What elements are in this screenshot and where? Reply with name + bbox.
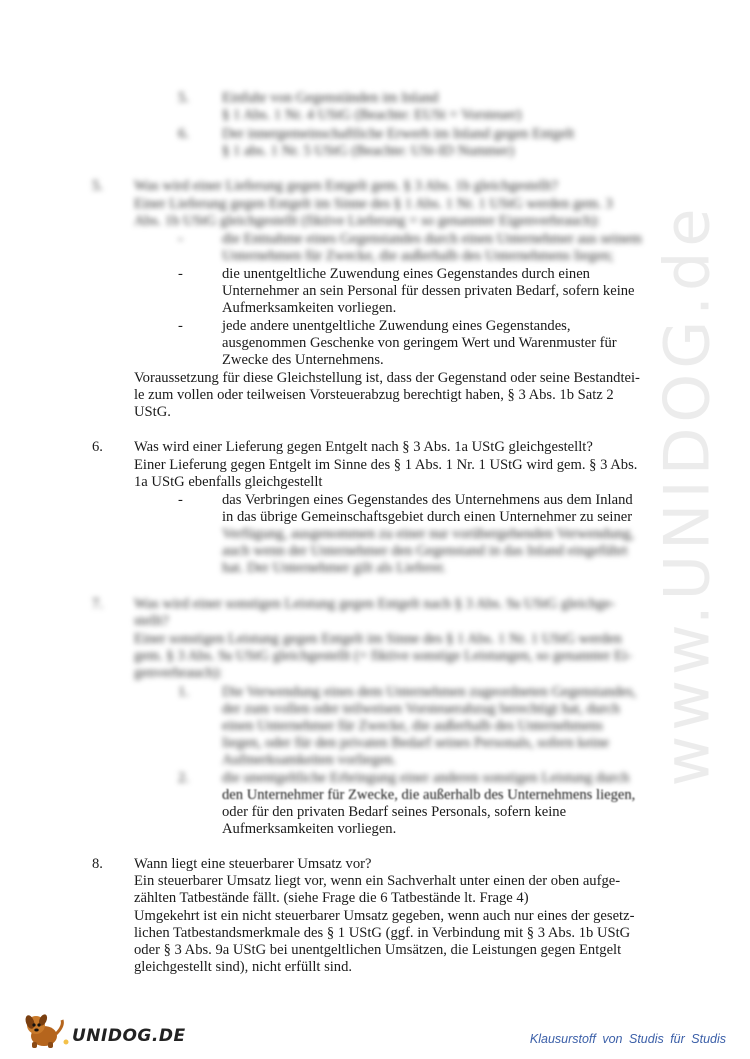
text-line: zählten Tatbestände fällt. (siehe Frage die 6 Tatbestände lt. Frage 4) <box>134 890 529 906</box>
bullet-dash: - <box>178 231 183 247</box>
question-number: 5. <box>92 178 103 194</box>
text-line: das Verbringen eines Gegenstandes des Unternehmens aus dem Inland <box>222 492 633 508</box>
question-number: 6. <box>92 439 103 455</box>
bullet-dash: - <box>178 266 183 282</box>
text-line: die unentgeltliche Erbringung einer anderen sonstigen Leistung durch <box>222 770 630 786</box>
logo-text: UNIDOG.DE <box>72 1026 186 1046</box>
text-line: lichen Tatbestandsmerkmale des § 1 UStG (ggf. in Verbindung mit § 3 Abs. 1b UStG <box>134 925 631 941</box>
text-line: Voraussetzung für diese Gleichstellung ist, dass der Gegenstand oder seine Bestandtei- <box>134 370 640 386</box>
question-number: 7. <box>92 596 103 612</box>
text-line: oder § 3 Abs. 9a UStG bei unentgeltlichen Umsätzen, die Leistungen gegen Entgelt <box>134 942 622 958</box>
item-number: 1. <box>178 684 189 700</box>
question-text: Was wird einer sonstigen Leistung gegen Entgelt nach § 3 Abs. 9a UStG gleichge- <box>134 596 616 612</box>
bullet-dash: - <box>178 318 183 334</box>
text-line: Der innergemeinschaftliche Erwerb im Inland gegen Entgelt <box>222 126 575 142</box>
text-line: Die Verwendung eines dem Unternehmen zugeordneten Gegenstandes, <box>222 684 637 700</box>
text-line: Einer Lieferung gegen Entgelt im Sinne des § 1 Abs. 1 Nr. 1 UStG werden gem. 3 <box>134 196 613 212</box>
item-number: 6. <box>178 126 189 142</box>
question-text: Was wird einer Lieferung gegen Entgelt nach § 3 Abs. 1a UStG gleichgestellt? <box>134 439 593 455</box>
text-line: Abs. 1b UStG gleichgestellt (fiktive Lieferung = so genannter Eigenverbrauch): <box>134 213 601 229</box>
text-line: den Unternehmer für Zwecke, die außerhalb des Unternehmens liegen, <box>222 787 636 803</box>
question-text: Was wird einer Lieferung gegen Entgelt gem. § 3 Abs. 1b gleichgestellt? <box>134 178 558 194</box>
text-line: § 1 Abs. 1 Nr. 4 UStG (Beachte: EUSt = Vorsteuer) <box>222 107 522 123</box>
text-line: Aufmerksamkeiten vorliegen. <box>222 300 397 316</box>
text-line: jede andere unentgeltliche Zuwendung eines Gegenstandes, <box>222 318 571 334</box>
dog-icon <box>22 1012 70 1050</box>
text-line: Zwecke des Unternehmens. <box>222 352 384 368</box>
bullet-dash: - <box>178 492 183 508</box>
text-line: Unternehmer an sein Personal für dessen privaten Bedarf, sofern keine <box>222 283 635 299</box>
question-text: stellt? <box>134 613 169 629</box>
text-line: die unentgeltliche Zuwendung eines Gegenstandes durch einen <box>222 266 590 282</box>
text-line: UStG. <box>134 404 171 420</box>
text-line: Unternehmen für Zwecke, die außerhalb des Unternehmens liegen; <box>222 248 614 264</box>
text-line: gem. § 3 Abs. 9a UStG gleichgestellt (= fiktive sonstige Leistungen, so genannter Ei- <box>134 648 632 664</box>
item-number: 2. <box>178 770 189 786</box>
text-line: Aufmerksamkeiten vorliegen. <box>222 752 397 768</box>
text-line: Einfuhr von Gegenständen im Inland <box>222 90 439 106</box>
text-line: oder für den privaten Bedarf seines Personals, sofern keine <box>222 804 567 820</box>
text-line: der zum vollen oder teilweisen Vorsteuerabzug berechtigt hat, durch <box>222 701 620 717</box>
text-line: genverbrauch): <box>134 665 223 681</box>
text-line: hat. Der Unternehmer gilt als Lieferer. <box>222 560 447 576</box>
text-line: 1a UStG ebenfalls gleichgestellt <box>134 474 323 490</box>
question-number: 8. <box>92 856 103 872</box>
text-line: Einer sonstigen Leistung gegen Entgelt im Sinne des § 1 Abs. 1 Nr. 1 UStG werden <box>134 631 622 647</box>
page-footer <box>0 1010 750 1059</box>
text-line: gleichgestellt sind), nicht erfüllt sind. <box>134 959 353 975</box>
text-line: einen Unternehmer für Zwecke, die außerhalb des Unternehmens <box>222 718 603 734</box>
watermark: www.UNIDOG.de <box>650 203 724 787</box>
text-line: in das übrige Gemeinschaftsgebiet durch einen Unternehmer zu seiner <box>222 509 633 525</box>
text-line: Umgekehrt ist ein nicht steuerbarer Umsatz gegeben, wenn auch nur eines der gesetz- <box>134 908 635 924</box>
item-number: 5. <box>178 90 189 106</box>
question-text: Wann liegt eine steuerbarer Umsatz vor? <box>134 856 372 872</box>
unidog-logo[interactable] <box>22 1012 186 1050</box>
text-line: Aufmerksamkeiten vorliegen. <box>222 821 397 837</box>
text-line: Ein steuerbarer Umsatz liegt vor, wenn ein Sachverhalt unter einen der oben aufge- <box>134 873 621 889</box>
text-line: die Entnahme eines Gegenstandes durch einen Unternehmer aus seinem <box>222 231 642 247</box>
text-line: § 1 abs. 1 Nr. 5 UStG (Beachte: USt-ID Nummer) <box>222 143 515 159</box>
text-line: ausgenommen Geschenke von geringem Wert und Warenmuster für <box>222 335 617 351</box>
text-line: Einer Lieferung gegen Entgelt im Sinne des § 1 Abs. 1 Nr. 1 UStG wird gem. § 3 Abs. <box>134 457 638 473</box>
text-line: liegen, oder für den privaten Bedarf seines Personals, sofern keine <box>222 735 610 751</box>
text-line: Verfügung, ausgenommen zu einer nur vorübergehenden Verwendung, <box>222 526 635 542</box>
footer-tagline: Klausurstoff von Studis für Studis <box>529 1032 726 1046</box>
text-line: le zum vollen oder teilweisen Vorsteuerabzug berechtigt haben, § 3 Abs. 1b Satz 2 <box>134 387 614 403</box>
text-line: auch wenn der Unternehmer den Gegenstand in das Inland eingeführt <box>222 543 628 559</box>
